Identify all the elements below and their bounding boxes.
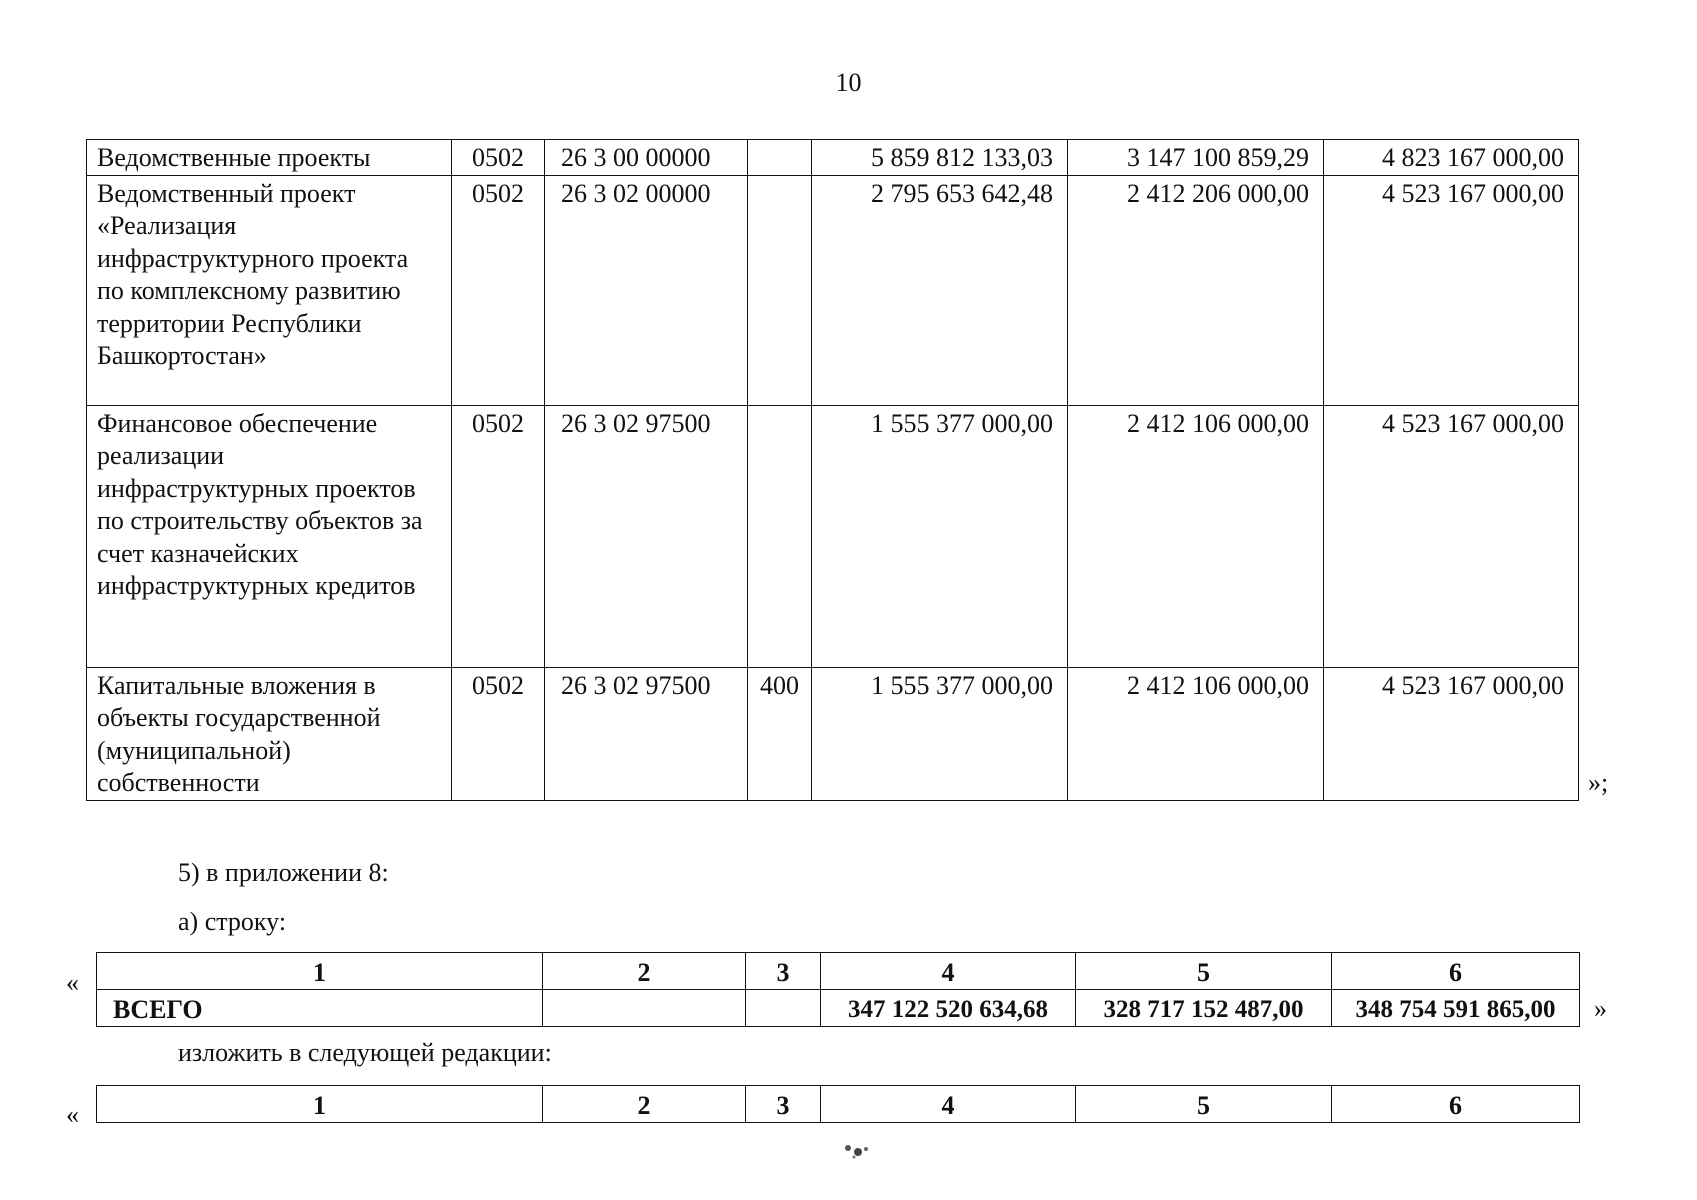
open-quote-2: « bbox=[66, 1100, 79, 1129]
row-year1: 1 555 377 000,00 bbox=[812, 405, 1068, 667]
row-year3: 4 523 167 000,00 bbox=[1324, 175, 1579, 405]
item-5-heading: 5) в приложении 8: bbox=[178, 858, 389, 887]
table-row bbox=[87, 175, 1579, 405]
row-csr: 26 3 02 97500 bbox=[545, 667, 748, 800]
total-cell-3 bbox=[746, 990, 821, 1027]
row-year3: 4 523 167 000,00 bbox=[1324, 405, 1579, 667]
row-vr bbox=[748, 405, 812, 667]
row-year1: 1 555 377 000,00 bbox=[812, 667, 1068, 800]
open-quote: « bbox=[66, 968, 79, 997]
expenditure-table bbox=[86, 139, 1579, 801]
row-rz: 0502 bbox=[452, 667, 545, 800]
total-value-4: 347 122 520 634,68 bbox=[821, 990, 1076, 1027]
header-cell: 3 bbox=[746, 1086, 821, 1123]
page-number: 10 bbox=[835, 68, 862, 97]
row-name: Финансовое обеспечение реализации инфраструктурных проектов по строительству объектов за счет казначейских инфраструктурных кредитов bbox=[87, 405, 452, 667]
header-cell: 6 bbox=[1332, 953, 1580, 990]
header-cell: 1 bbox=[97, 953, 543, 990]
table-row bbox=[87, 405, 1579, 667]
close-quote: » bbox=[1594, 994, 1607, 1023]
total-value-6: 348 754 591 865,00 bbox=[1332, 990, 1580, 1027]
header-cell: 4 bbox=[821, 953, 1076, 990]
header-cell: 2 bbox=[543, 953, 746, 990]
row-csr: 26 3 02 97500 bbox=[545, 405, 748, 667]
table-row bbox=[87, 140, 1579, 176]
row-name: Ведомственные проекты bbox=[87, 140, 452, 176]
header-cell: 2 bbox=[543, 1086, 746, 1123]
row-year3: 4 823 167 000,00 bbox=[1324, 140, 1579, 176]
row-year3: 4 523 167 000,00 bbox=[1324, 667, 1579, 800]
table-row bbox=[87, 667, 1579, 800]
header-cell: 5 bbox=[1076, 1086, 1332, 1123]
row-name: Капитальные вложения в объекты государственной (муниципальной) собственности bbox=[87, 667, 452, 800]
total-value-5: 328 717 152 487,00 bbox=[1076, 990, 1332, 1027]
row-csr: 26 3 02 00000 bbox=[545, 175, 748, 405]
replace-instruction: изложить в следующей редакции: bbox=[178, 1038, 552, 1067]
row-vr bbox=[748, 175, 812, 405]
row-rz: 0502 bbox=[452, 405, 545, 667]
row-year2: 2 412 106 000,00 bbox=[1068, 667, 1324, 800]
total-row-table bbox=[96, 952, 1580, 1027]
header-cell: 6 bbox=[1332, 1086, 1580, 1123]
row-vr bbox=[748, 140, 812, 176]
row-vr: 400 bbox=[748, 667, 812, 800]
row-rz: 0502 bbox=[452, 175, 545, 405]
header-row bbox=[97, 953, 1580, 990]
header-cell: 5 bbox=[1076, 953, 1332, 990]
row-csr: 26 3 00 00000 bbox=[545, 140, 748, 176]
item-a-heading: а) строку: bbox=[178, 907, 287, 936]
ink-smudge bbox=[840, 1140, 876, 1162]
header-cell: 3 bbox=[746, 953, 821, 990]
total-cell-2 bbox=[543, 990, 746, 1027]
row-name: Ведомственный проект «Реализация инфраструктурного проекта по комплексному развитию территории Республики Башкортостан» bbox=[87, 175, 452, 405]
row-rz: 0502 bbox=[452, 140, 545, 176]
header-cell: 4 bbox=[821, 1086, 1076, 1123]
row-year2: 2 412 106 000,00 bbox=[1068, 405, 1324, 667]
total-row bbox=[97, 990, 1580, 1027]
closing-quote-semicolon: »; bbox=[1588, 768, 1609, 797]
header-table-new bbox=[96, 1085, 1580, 1123]
row-year2: 2 412 206 000,00 bbox=[1068, 175, 1324, 405]
total-label: ВСЕГО bbox=[97, 990, 543, 1027]
header-cell: 1 bbox=[97, 1086, 543, 1123]
row-year1: 2 795 653 642,48 bbox=[812, 175, 1068, 405]
row-year2: 3 147 100 859,29 bbox=[1068, 140, 1324, 176]
row-year1: 5 859 812 133,03 bbox=[812, 140, 1068, 176]
header-row bbox=[97, 1086, 1580, 1123]
